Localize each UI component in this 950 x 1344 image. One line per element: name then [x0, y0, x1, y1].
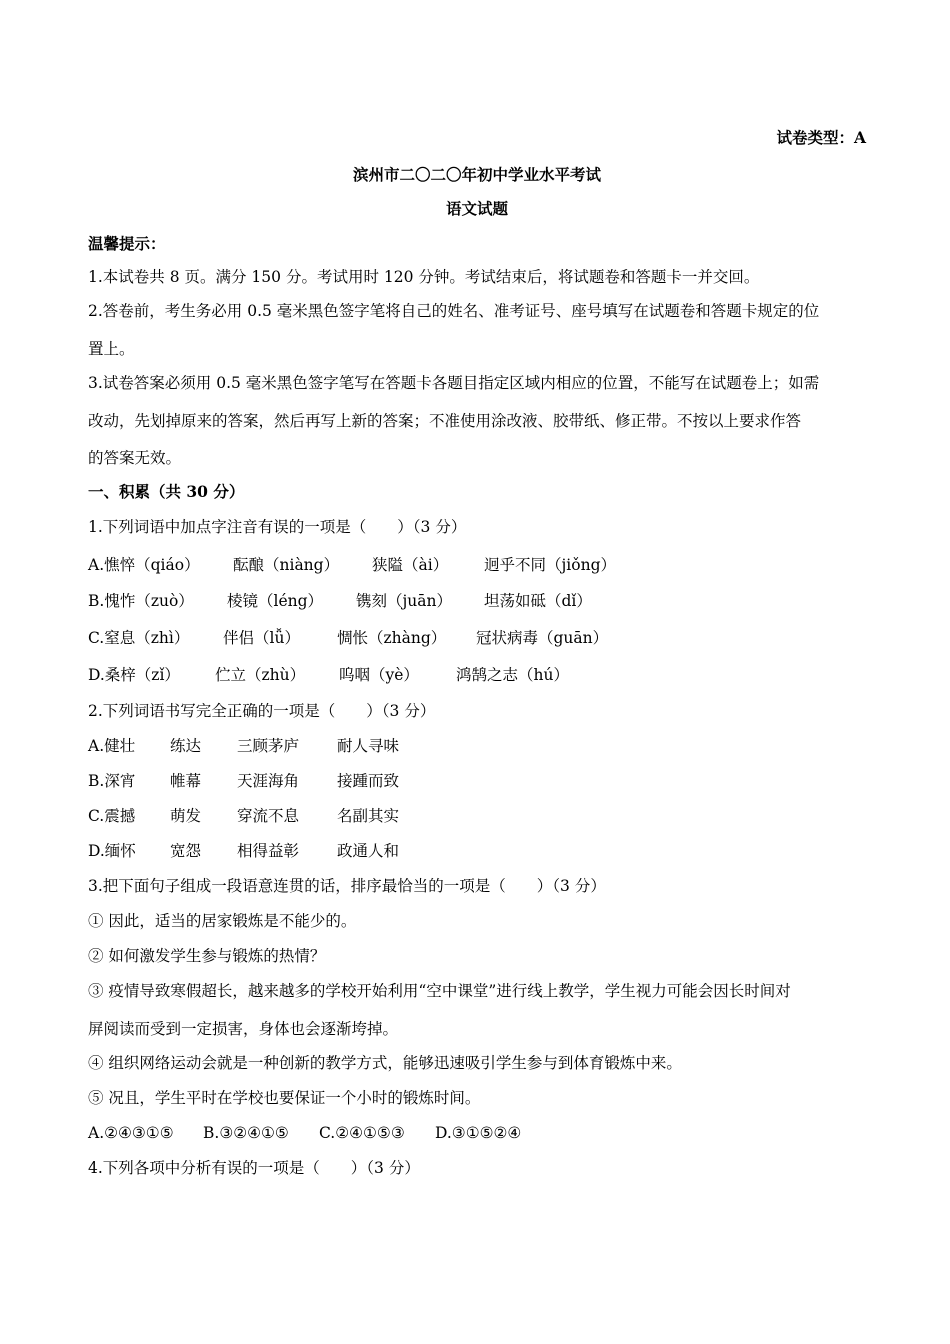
notice-item-3-cont2: 的答案无效。 [88, 449, 182, 467]
option-cell: B.③②④①⑤ [203, 1124, 289, 1142]
option-cell: C.窒息（zhì） [88, 629, 190, 647]
notice-item-2: 2.答卷前，考生务必用 0.5 毫米黑色签字笔将自己的姓名、准考证号、座号填写在试题卷和答题卡规定的位 [88, 302, 820, 320]
question-2-option-a [88, 736, 399, 756]
option-cell: C.②④①⑤③ [319, 1124, 405, 1142]
option-cell: 棱镜（léng） [227, 592, 324, 610]
question-2-option-b [88, 771, 399, 791]
notice-heading: 温馨提示： [88, 234, 166, 253]
question-1-stem: 1.下列词语中加点字注音有误的一项是（ ）（3 分） [88, 518, 467, 536]
option-cell: 帷幕 [170, 772, 202, 790]
question-3-sentence-5: ⑤ 况且，学生平时在学校也要保证一个小时的锻炼时间。 [88, 1089, 481, 1107]
option-cell: 宽怨 [170, 842, 202, 860]
question-3-sentence-3-cont: 屏阅读而受到一定损害，身体也会逐渐垮掉。 [88, 1020, 399, 1038]
question-4-stem: 4.下列各项中分析有误的一项是（ ）（3 分） [88, 1159, 420, 1177]
option-cell: 政通人和 [337, 842, 400, 860]
option-cell: 伴侣（lǚ） [223, 629, 300, 647]
option-cell: D.桑梓（zǐ） [88, 666, 180, 684]
notice-item-3-cont: 改动，先划掉原来的答案，然后再写上新的答案；不准使用涂改液、胶带纸、修正带。不按以上要求作答 [88, 412, 802, 430]
section-heading: 一、积累（共 30 分） [88, 482, 245, 501]
option-cell: 耐人寻味 [337, 737, 400, 755]
question-2-stem: 2.下列词语书写完全正确的一项是（ ）（3 分） [88, 702, 436, 720]
question-3-options [88, 1123, 521, 1143]
option-cell: A.健壮 [88, 737, 136, 755]
option-cell: 相得益彰 [237, 842, 300, 860]
question-3-sentence-4: ④ 组织网络运动会就是一种创新的教学方式，能够迅速吸引学生参与到体育锻炼中来。 [88, 1054, 682, 1072]
option-cell: A.憔悴（qiáo） [88, 556, 200, 574]
notice-item-3: 3.试卷答案必须用 0.5 毫米黑色签字笔写在答题卡各题目指定区域内相应的位置，不能写在试题卷上；如需 [88, 374, 820, 392]
option-cell: A.②④③①⑤ [88, 1124, 174, 1142]
option-cell: 呜咽（yè） [339, 666, 419, 684]
question-1-option-d [88, 665, 569, 685]
option-cell: 酝酿（niàng） [233, 556, 340, 574]
option-cell: 天涯海角 [237, 772, 300, 790]
option-cell: 冠状病毒（guān） [476, 629, 609, 647]
paper-type: 试卷类型：A [776, 128, 866, 147]
option-cell: 伫立（zhù） [215, 666, 306, 684]
option-cell: B.愧怍（zuò） [88, 592, 194, 610]
question-3-sentence-3: ③ 疫情导致寒假超长，越来越多的学校开始利用“空中课堂”进行线上教学，学生视力可能会因长时间对 [88, 982, 791, 1000]
option-cell: B.深宵 [88, 772, 136, 790]
option-cell: C.震撼 [88, 807, 136, 825]
option-cell: 接踵而致 [337, 772, 400, 790]
question-3-sentence-2: ② 如何激发学生参与锻炼的热情？ [88, 947, 326, 965]
question-1-option-a [88, 555, 616, 575]
option-cell: 名副其实 [337, 807, 400, 825]
exam-subtitle: 语文试题 [445, 199, 508, 218]
option-cell: 鸿鹄之志（hú） [456, 666, 569, 684]
option-cell: 三顾茅庐 [237, 737, 300, 755]
option-cell: 镌刻（juān） [356, 592, 453, 610]
exam-title: 滨州市二〇二〇年初中学业水平考试 [352, 165, 601, 184]
question-3-stem: 3.把下面句子组成一段语意连贯的话，排序最恰当的一项是（ ）（3 分） [88, 877, 606, 895]
option-cell: 练达 [170, 737, 202, 755]
question-1-option-c [88, 628, 608, 648]
option-cell: 狭隘（ài） [372, 556, 449, 574]
question-2-option-c [88, 806, 399, 826]
notice-item-2-cont: 置上。 [88, 340, 135, 358]
option-cell: 惆怅（zhàng） [337, 629, 447, 647]
notice-item-1: 1.本试卷共 8 页。满分 150 分。考试用时 120 分钟。考试结束后，将试题卷和答题卡一并交回。 [88, 268, 760, 286]
question-1-option-b [88, 591, 592, 611]
option-cell: 萌发 [170, 807, 202, 825]
question-3-sentence-1: ① 因此，适当的居家锻炼是不能少的。 [88, 912, 357, 930]
option-cell: 迥乎不同（jiǒng） [484, 556, 617, 574]
option-cell: D.③①⑤②④ [435, 1124, 522, 1142]
option-cell: 坦荡如砥（dǐ） [484, 592, 592, 610]
option-cell: D.缅怀 [88, 842, 136, 860]
question-2-option-d [88, 841, 399, 861]
option-cell: 穿流不息 [237, 807, 300, 825]
